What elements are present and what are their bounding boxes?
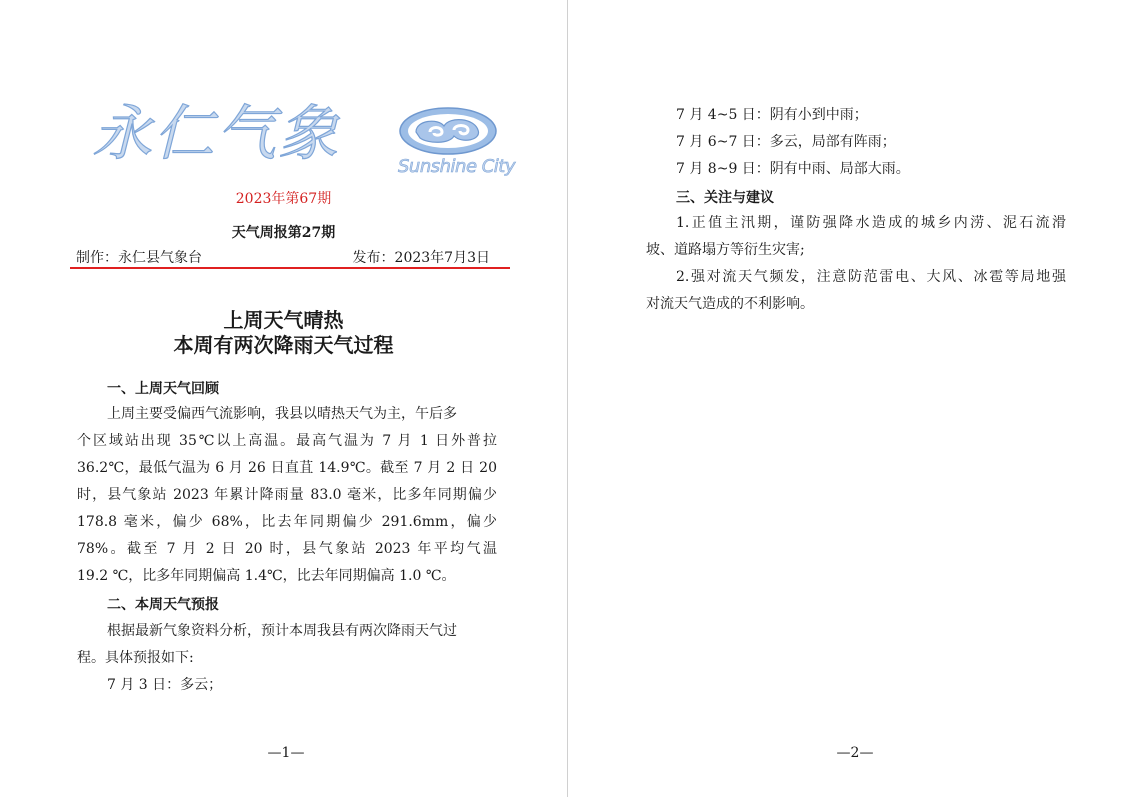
review-line: 36.2℃，最低气温为 6 月 26 日直苴 14.9℃。截至 7 月 2 日 20	[77, 460, 497, 476]
headline-line-1: 上周天气晴热	[223, 308, 344, 332]
advice-line: 坡、道路塌方等衍生灾害;	[646, 242, 805, 258]
masthead-title: 永仁气象	[92, 99, 340, 169]
masthead	[88, 98, 518, 188]
advice-line: 1.正值主汛期，谨防强降水造成的城乡内涝、泥石流滑	[676, 215, 1066, 231]
forecast-item: 7 月 4~5 日：阴有小到中雨；	[676, 107, 868, 123]
producer-label: 制作：永仁县气象台	[76, 250, 202, 266]
advice-line: 2.强对流天气频发，注意防范雷电、大风、冰雹等局地强	[676, 269, 1066, 285]
weekly-issue: 天气周报第27期	[231, 225, 336, 241]
review-line: 上周主要受偏西气流影响，我县以晴热天气为主，午后多	[107, 406, 457, 422]
section-heading-forecast: 二、本周天气预报	[107, 597, 219, 613]
meta-row	[76, 247, 510, 267]
review-line: 178.8 毫米，偏少 68%，比去年同期偏少 291.6mm，偏少	[77, 514, 497, 530]
masthead-subtitle: Sunshine City	[398, 156, 516, 177]
issue-number: 2023年第67期	[235, 191, 332, 207]
page-number-2: —2—	[836, 745, 874, 761]
forecast-item: 7 月 3 日：多云；	[107, 677, 223, 693]
cloud-swirl-icon	[398, 106, 498, 156]
red-divider	[70, 267, 510, 269]
review-line: 个区域站出现 35℃以上高温。最高气温为 7 月 1 日外普拉	[77, 433, 497, 449]
section-heading-advice: 三、关注与建议	[676, 190, 774, 206]
page-number-1: —1—	[267, 745, 305, 761]
publish-date: 发布：2023年7月3日	[352, 250, 490, 266]
forecast-item: 7 月 8~9 日：阴有中雨、局部大雨。	[676, 161, 910, 177]
section-heading-review: 一、上周天气回顾	[107, 381, 219, 397]
review-line: 19.2 ℃，比多年同期偏高 1.4℃，比去年同期偏高 1.0 ℃。	[77, 568, 456, 584]
forecast-intro-line: 根据最新气象资料分析，预计本周我县有两次降雨天气过	[107, 623, 457, 639]
review-line: 时，县气象站 2023 年累计降雨量 83.0 毫米，比多年同期偏少	[77, 487, 497, 503]
headline-line-2: 本周有两次降雨天气过程	[173, 333, 394, 357]
advice-line: 对流天气造成的不利影响。	[646, 296, 814, 312]
forecast-intro-line: 程。具体预报如下:	[77, 650, 194, 666]
review-line: 78%。截至 7 月 2 日 20 时，县气象站 2023 年平均气温	[77, 541, 497, 557]
forecast-item: 7 月 6~7 日：多云，局部有阵雨；	[676, 134, 896, 150]
